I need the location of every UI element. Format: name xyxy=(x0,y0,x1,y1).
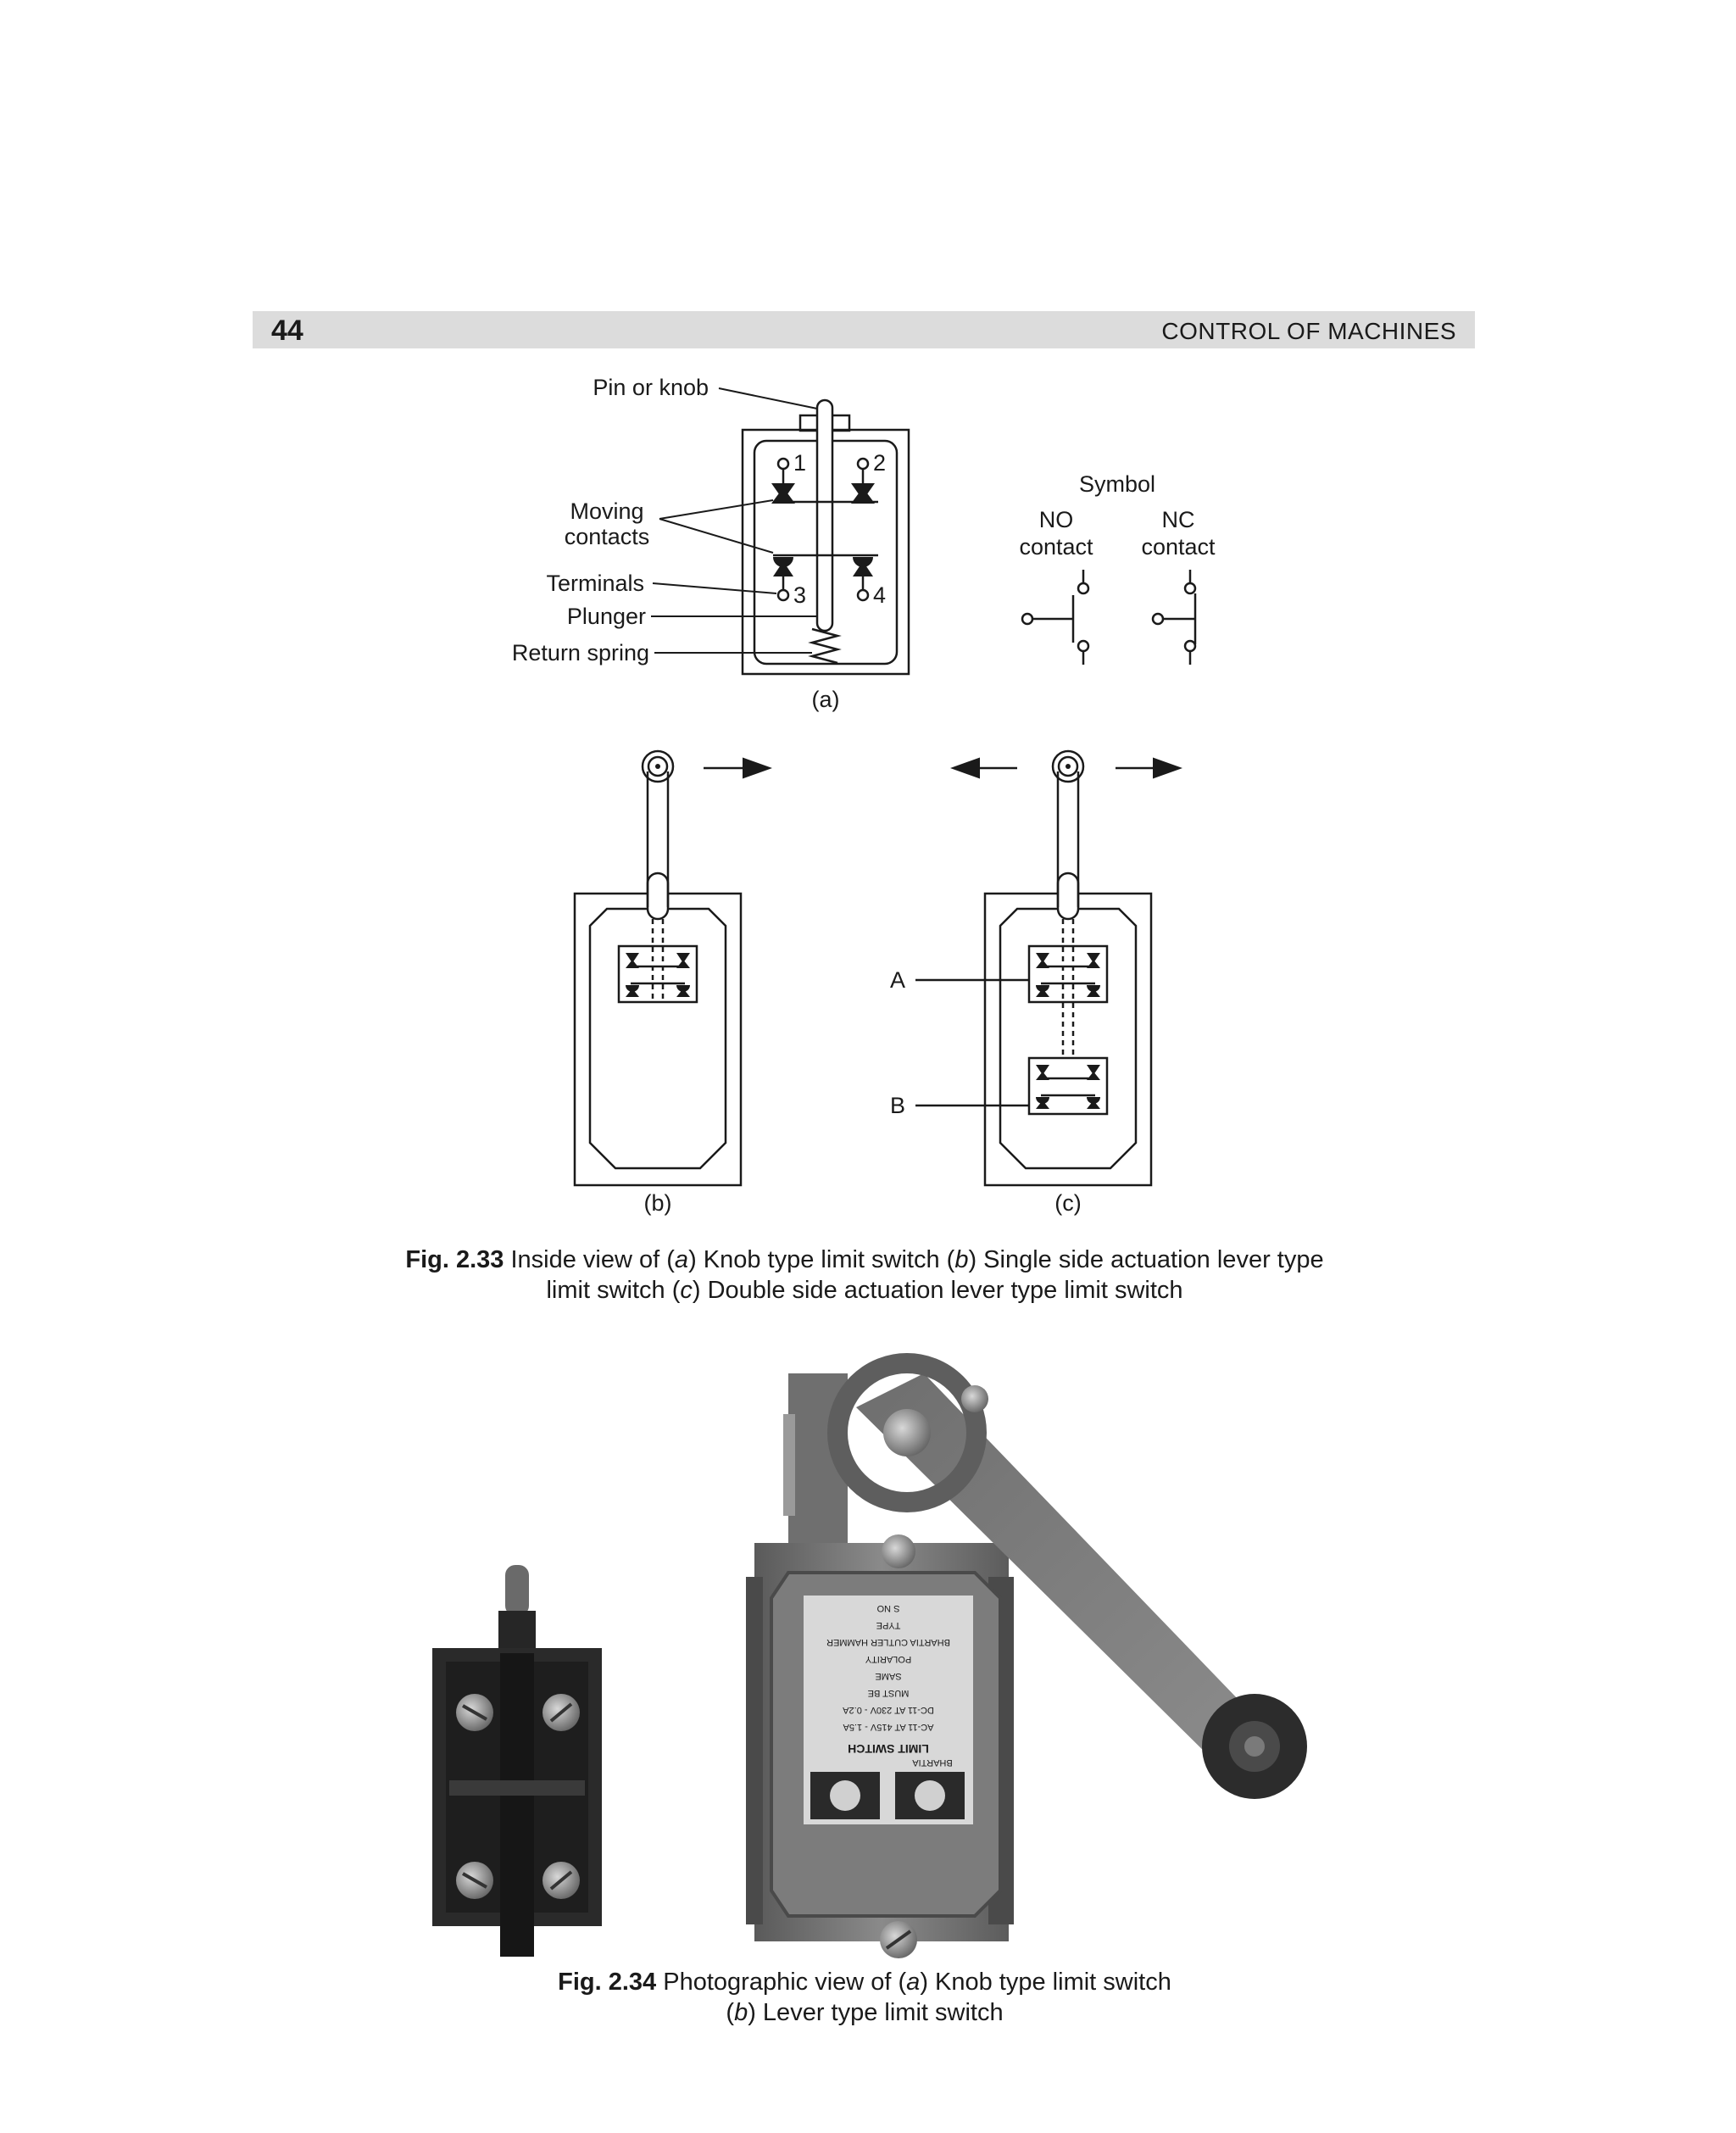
label-symbol: Symbol xyxy=(1078,471,1156,497)
label-no: NO xyxy=(1038,507,1074,532)
label-nc-contact: contact xyxy=(1141,534,1216,560)
svg-text:SAME: SAME xyxy=(875,1671,902,1681)
terminal-1-label: 1 xyxy=(793,450,807,476)
svg-text:DC-11 AT 230V - 0.2A: DC-11 AT 230V - 0.2A xyxy=(843,1705,934,1715)
subfigure-c-label: (c) xyxy=(1054,1190,1082,1216)
svg-text:AC-11 AT 415V - 1.5A: AC-11 AT 415V - 1.5A xyxy=(843,1722,934,1732)
label-a: A xyxy=(889,967,905,993)
label-nc: NC xyxy=(1161,507,1195,532)
terminal-2-label: 2 xyxy=(873,450,887,476)
label-pin-or-knob: Pin or knob xyxy=(593,375,709,400)
svg-text:TYPE: TYPE xyxy=(876,1620,901,1630)
terminal-4-label: 4 xyxy=(873,582,887,608)
label-moving: Moving xyxy=(570,498,644,524)
terminal-3-label: 3 xyxy=(793,582,807,608)
svg-text:MUST BE: MUST BE xyxy=(867,1688,910,1698)
label-terminals: Terminals xyxy=(546,571,644,596)
svg-text:BHARTIA: BHARTIA xyxy=(912,1757,953,1768)
page-number: 44 xyxy=(271,315,303,347)
caption-line-1: Fig. 2.33 Inside view of (a) Knob type limit switch (b) Single side actuation lever type xyxy=(405,1246,1324,1273)
label-contacts: contacts xyxy=(564,524,650,549)
label-no-contact: contact xyxy=(1019,534,1093,560)
svg-text:LIMIT SWITCH: LIMIT SWITCH xyxy=(848,1742,929,1756)
running-head-title: CONTROL OF MACHINES xyxy=(1161,318,1456,344)
caption-line-1: Fig. 2.34 Photographic view of (a) Knob type limit switch xyxy=(558,1969,1171,1996)
figure-2-34-caption xyxy=(254,1967,1475,2028)
knob-switch-photo xyxy=(432,1565,602,1957)
svg-text:BHARTIA CUTLER HAMMER: BHARTIA CUTLER HAMMER xyxy=(826,1637,950,1647)
svg-text:S NO: S NO xyxy=(876,1603,900,1613)
subfigure-b-label: (b) xyxy=(643,1190,672,1216)
caption-line-2: (b) Lever type limit switch xyxy=(726,1999,1004,2026)
lever-switch-photo xyxy=(746,1363,1307,1958)
svg-text:POLARITY: POLARITY xyxy=(865,1654,912,1664)
caption-line-2: limit switch (c) Double side actuation lever type limit switch xyxy=(546,1277,1183,1304)
label-plunger: Plunger xyxy=(566,604,646,629)
label-return-spring: Return spring xyxy=(511,640,649,666)
label-b: B xyxy=(889,1093,905,1118)
subfigure-a-label: (a) xyxy=(811,687,840,712)
